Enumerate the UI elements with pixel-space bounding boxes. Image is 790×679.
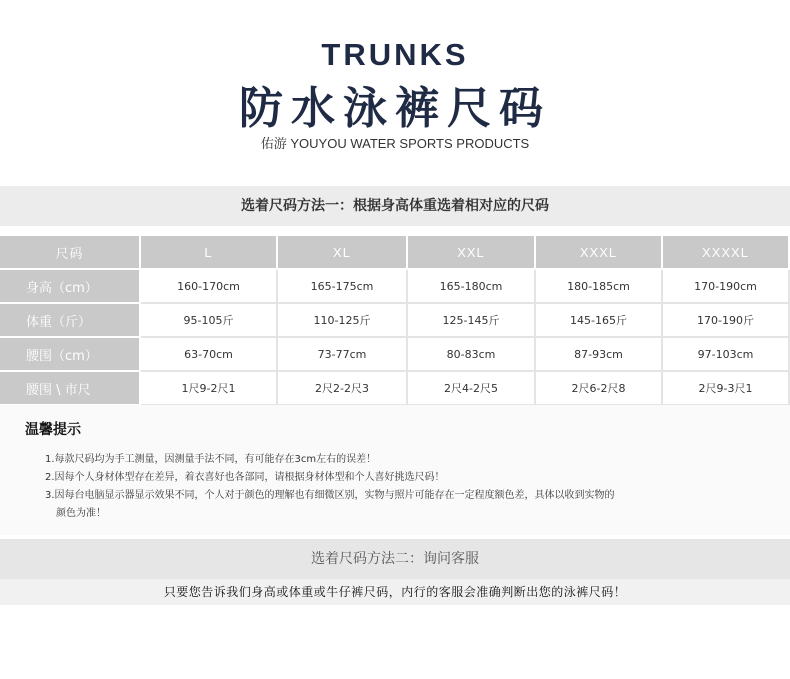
size-col-xxl: XXL [408, 236, 536, 270]
size-col-xl: XL [278, 236, 408, 270]
table-cell: 160-170cm [141, 270, 278, 304]
table-cell: 80-83cm [408, 338, 536, 372]
table-cell: 97-103cm [663, 338, 790, 372]
table-cell: 87-93cm [536, 338, 663, 372]
table-cell: 165-180cm [408, 270, 536, 304]
table-cell: 170-190cm [663, 270, 790, 304]
row-label-weight: 体重（斤） [0, 304, 141, 338]
table-row [0, 304, 790, 338]
header [0, 0, 790, 185]
tip-item: 1.每款尺码均为手工测量，因测量手法不同，有可能存在3cm左右的误差！ [45, 454, 377, 465]
tips-list [45, 451, 775, 523]
table-cell: 2尺4-2尺5 [408, 372, 536, 406]
tip-item: 3.因每台电脑显示器显示效果不同，个人对于颜色的理解也有细微区别，实物与照片可能存在一定程度额色差，具体以收到实物的 [45, 490, 615, 501]
tips-section [0, 405, 790, 535]
table-cell: 180-185cm [536, 270, 663, 304]
table-cell: 145-165斤 [536, 304, 663, 338]
table-row [0, 372, 790, 406]
table-cell: 1尺9-2尺1 [141, 372, 278, 406]
customer-service-note: 只要您告诉我们身高或体重或牛仔裤尺码，内行的客服会准确判断出您的泳裤尺码！ [0, 579, 790, 605]
table-cell: 170-190斤 [663, 304, 790, 338]
tips-title: 温馨提示 [25, 422, 81, 438]
table-cell: 2尺2-2尺3 [278, 372, 408, 406]
table-cell: 2尺9-3尺1 [663, 372, 790, 406]
row-label-height: 身高（cm） [0, 270, 141, 304]
table-row [0, 338, 790, 372]
tip-item: 颜色为准！ [56, 508, 106, 519]
method-one-banner: 选着尺码方法一：根据身高体重选着相对应的尺码 [0, 186, 790, 226]
size-header-label: 尺码 [0, 236, 141, 270]
title-cn: 防水泳裤尺码 [239, 83, 551, 134]
table-cell: 125-145斤 [408, 304, 536, 338]
size-col-xxxxl: XXXXL [663, 236, 790, 270]
method-two-banner: 选着尺码方法二：询问客服 [0, 539, 790, 579]
table-row [0, 270, 790, 304]
row-label-waist-chi: 腰围 \ 市尺 [0, 372, 141, 406]
table-cell: 73-77cm [278, 338, 408, 372]
table-cell: 63-70cm [141, 338, 278, 372]
table-cell: 2尺6-2尺8 [536, 372, 663, 406]
size-table [0, 236, 790, 406]
table-cell: 110-125斤 [278, 304, 408, 338]
tip-item: 2.因每个人身材体型存在差异，着衣喜好也各部同，请根据身材体型和个人喜好挑选尺码！ [45, 472, 445, 483]
size-header-row [0, 236, 790, 270]
table-cell: 95-105斤 [141, 304, 278, 338]
brand-subtitle: 佑游 YOUYOU WATER SPORTS PRODUCTS [260, 136, 530, 151]
title-en: TRUNKS [321, 37, 469, 72]
size-col-xxxl: XXXL [536, 236, 663, 270]
row-label-waist-cm: 腰围（cm） [0, 338, 141, 372]
table-cell: 165-175cm [278, 270, 408, 304]
size-col-l: L [141, 236, 278, 270]
